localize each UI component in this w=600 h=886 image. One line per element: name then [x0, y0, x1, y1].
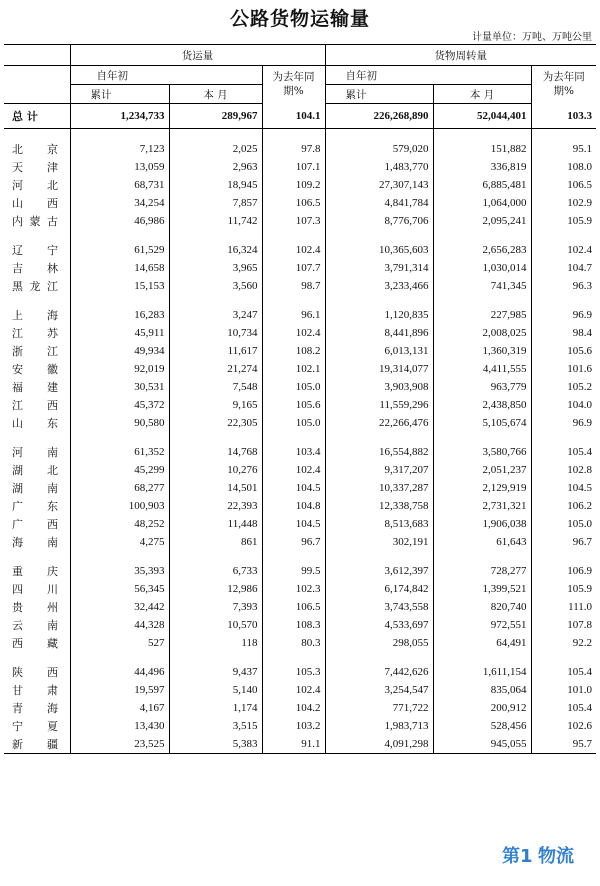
- freight-table: [4, 44, 596, 754]
- cell-turnover-month: 1,399,521: [433, 580, 531, 598]
- cell-freight-yoy: 102.1: [262, 360, 325, 378]
- cell-turnover-cumulative: 4,533,697: [325, 616, 433, 634]
- cell-freight-yoy: 97.8: [262, 140, 325, 158]
- table-row: [4, 681, 596, 699]
- table-row: [4, 158, 596, 176]
- cell-turnover-yoy: 102.8: [531, 461, 596, 479]
- header-turnover-cumulative: 累计: [325, 85, 433, 104]
- cell-freight-yoy: 96.1: [262, 306, 325, 324]
- cell-turnover-yoy: 111.0: [531, 598, 596, 616]
- cell-freight-cumulative: 4,275: [70, 533, 169, 551]
- cell-turnover-yoy: 96.7: [531, 533, 596, 551]
- cell-freight-yoy: 102.4: [262, 681, 325, 699]
- page-title: 公路货物运输量: [229, 8, 370, 30]
- cell-turnover-month: 4,411,555: [433, 360, 531, 378]
- cell-turnover-month: 6,885,481: [433, 176, 531, 194]
- cell-turnover-cumulative: 579,020: [325, 140, 433, 158]
- cell-freight-cumulative: 44,328: [70, 616, 169, 634]
- table-row: [4, 533, 596, 551]
- cell-turnover-cumulative: 8,513,683: [325, 515, 433, 533]
- cell-turnover-yoy: 96.9: [531, 414, 596, 432]
- table-row: [4, 461, 596, 479]
- cell-turnover-cumulative: 771,722: [325, 699, 433, 717]
- cell-freight-yoy: 105.3: [262, 663, 325, 681]
- cell-turnover-yoy: 106.5: [531, 176, 596, 194]
- group-spacer: [4, 295, 596, 306]
- cell-turnover-month: 2,129,919: [433, 479, 531, 497]
- cell-freight-month: 10,734: [169, 324, 262, 342]
- cell-turnover-cumulative: 3,903,908: [325, 378, 433, 396]
- cell-freight-month: 3,965: [169, 259, 262, 277]
- header-freight-ytd: 自年初: [70, 66, 262, 85]
- table-row: [4, 414, 596, 432]
- cell-freight-month: 12,986: [169, 580, 262, 598]
- cell-freight-cumulative: 44,496: [70, 663, 169, 681]
- total-turnover-cumulative: 226,268,890: [325, 104, 433, 129]
- cell-turnover-cumulative: 302,191: [325, 533, 433, 551]
- table-row: [4, 562, 596, 580]
- cell-freight-yoy: 107.7: [262, 259, 325, 277]
- cell-turnover-month: 835,064: [433, 681, 531, 699]
- cell-freight-cumulative: 34,254: [70, 194, 169, 212]
- cell-turnover-month: 741,345: [433, 277, 531, 295]
- region-name: 河南: [12, 446, 58, 459]
- cell-freight-month: 7,393: [169, 598, 262, 616]
- total-freight-cumulative: 1,234,733: [70, 104, 169, 129]
- cell-turnover-cumulative: 27,307,143: [325, 176, 433, 194]
- header-turnover-yoy: 为去年同 期%: [531, 66, 596, 104]
- cell-freight-month: 2,025: [169, 140, 262, 158]
- cell-turnover-month: 2,438,850: [433, 396, 531, 414]
- cell-freight-cumulative: 23,525: [70, 735, 169, 754]
- cell-freight-yoy: 105.0: [262, 378, 325, 396]
- cell-freight-cumulative: 19,597: [70, 681, 169, 699]
- cell-turnover-yoy: 106.2: [531, 497, 596, 515]
- region-name: 天津: [12, 161, 58, 174]
- table-row: [4, 306, 596, 324]
- cell-freight-month: 861: [169, 533, 262, 551]
- cell-freight-cumulative: 527: [70, 634, 169, 652]
- table-row: [4, 324, 596, 342]
- region-name: 湖北: [12, 464, 58, 477]
- cell-freight-month: 18,945: [169, 176, 262, 194]
- table-row: [4, 212, 596, 230]
- cell-turnover-cumulative: 6,013,131: [325, 342, 433, 360]
- table-row: [4, 396, 596, 414]
- table-header: [4, 45, 596, 104]
- region-name: 江西: [12, 399, 58, 412]
- cell-turnover-cumulative: 3,233,466: [325, 277, 433, 295]
- region-name: 云南: [12, 619, 58, 632]
- cell-turnover-cumulative: 19,314,077: [325, 360, 433, 378]
- cell-freight-yoy: 108.3: [262, 616, 325, 634]
- cell-freight-yoy: 103.4: [262, 443, 325, 461]
- cell-freight-month: 118: [169, 634, 262, 652]
- cell-freight-cumulative: 61,352: [70, 443, 169, 461]
- cell-turnover-yoy: 96.9: [531, 306, 596, 324]
- table-row: [4, 342, 596, 360]
- table-row: [4, 176, 596, 194]
- cell-turnover-yoy: 108.0: [531, 158, 596, 176]
- cell-turnover-yoy: 101.6: [531, 360, 596, 378]
- region-name: 内蒙古: [12, 215, 58, 228]
- cell-turnover-yoy: 102.6: [531, 717, 596, 735]
- cell-freight-month: 5,140: [169, 681, 262, 699]
- cell-freight-cumulative: 68,731: [70, 176, 169, 194]
- cell-turnover-month: 728,277: [433, 562, 531, 580]
- cell-turnover-yoy: 106.9: [531, 562, 596, 580]
- cell-turnover-yoy: 101.0: [531, 681, 596, 699]
- region-name: 宁夏: [12, 720, 58, 733]
- cell-turnover-cumulative: 4,841,784: [325, 194, 433, 212]
- region-name: 贵州: [12, 601, 58, 614]
- group-spacer: [4, 432, 596, 443]
- cell-freight-cumulative: 90,580: [70, 414, 169, 432]
- cell-turnover-month: 2,656,283: [433, 241, 531, 259]
- table-row: [4, 277, 596, 295]
- cell-turnover-month: 5,105,674: [433, 414, 531, 432]
- table-row: [4, 497, 596, 515]
- cell-turnover-yoy: 105.9: [531, 212, 596, 230]
- cell-freight-yoy: 96.7: [262, 533, 325, 551]
- cell-freight-cumulative: 61,529: [70, 241, 169, 259]
- cell-turnover-cumulative: 7,442,626: [325, 663, 433, 681]
- cell-turnover-yoy: 92.2: [531, 634, 596, 652]
- cell-freight-cumulative: 14,658: [70, 259, 169, 277]
- table-row: [4, 360, 596, 378]
- cell-turnover-cumulative: 10,337,287: [325, 479, 433, 497]
- table-row: [4, 515, 596, 533]
- total-label: 总 计: [4, 104, 70, 129]
- cell-freight-yoy: 102.4: [262, 324, 325, 342]
- table-row: [4, 616, 596, 634]
- region-name: 福建: [12, 381, 58, 394]
- header-turnover: 货物周转量: [325, 45, 596, 66]
- cell-turnover-month: 963,779: [433, 378, 531, 396]
- table-row: [4, 634, 596, 652]
- region-name: 浙江: [12, 345, 58, 358]
- cell-freight-yoy: 104.5: [262, 479, 325, 497]
- cell-freight-yoy: 107.3: [262, 212, 325, 230]
- header-turnover-month: 本 月: [433, 85, 531, 104]
- cell-freight-cumulative: 48,252: [70, 515, 169, 533]
- cell-freight-cumulative: 7,123: [70, 140, 169, 158]
- cell-turnover-month: 151,882: [433, 140, 531, 158]
- region-name: 山西: [12, 197, 58, 210]
- cell-turnover-month: 227,985: [433, 306, 531, 324]
- cell-freight-yoy: 108.2: [262, 342, 325, 360]
- region-name: 广东: [12, 500, 58, 513]
- cell-freight-month: 3,560: [169, 277, 262, 295]
- table-row: [4, 598, 596, 616]
- watermark-logo: [500, 838, 590, 872]
- cell-freight-yoy: 106.5: [262, 598, 325, 616]
- cell-freight-cumulative: 13,059: [70, 158, 169, 176]
- cell-freight-month: 3,515: [169, 717, 262, 735]
- table-row: [4, 479, 596, 497]
- cell-turnover-cumulative: 3,791,314: [325, 259, 433, 277]
- cell-turnover-cumulative: 22,266,476: [325, 414, 433, 432]
- region-name: 广西: [12, 518, 58, 531]
- cell-freight-month: 10,570: [169, 616, 262, 634]
- cell-freight-month: 7,857: [169, 194, 262, 212]
- region-name: 重庆: [12, 565, 58, 578]
- group-spacer: [4, 230, 596, 241]
- cell-freight-cumulative: 32,442: [70, 598, 169, 616]
- cell-freight-month: 7,548: [169, 378, 262, 396]
- cell-freight-cumulative: 45,911: [70, 324, 169, 342]
- cell-freight-cumulative: 30,531: [70, 378, 169, 396]
- cell-freight-month: 1,174: [169, 699, 262, 717]
- cell-turnover-month: 1,360,319: [433, 342, 531, 360]
- header-freight-yoy: 为去年同 期%: [262, 66, 325, 104]
- cell-freight-yoy: 99.5: [262, 562, 325, 580]
- cell-turnover-month: 64,491: [433, 634, 531, 652]
- cell-freight-yoy: 102.4: [262, 461, 325, 479]
- cell-freight-cumulative: 100,903: [70, 497, 169, 515]
- cell-turnover-month: 1,906,038: [433, 515, 531, 533]
- group-spacer: [4, 129, 596, 141]
- cell-freight-month: 2,963: [169, 158, 262, 176]
- cell-freight-cumulative: 68,277: [70, 479, 169, 497]
- cell-turnover-yoy: 104.0: [531, 396, 596, 414]
- cell-freight-yoy: 102.4: [262, 241, 325, 259]
- region-name: 湖南: [12, 482, 58, 495]
- cell-turnover-yoy: 104.7: [531, 259, 596, 277]
- table-row: [4, 717, 596, 735]
- table-row: [4, 663, 596, 681]
- cell-freight-month: 9,165: [169, 396, 262, 414]
- table-row: [4, 378, 596, 396]
- cell-freight-yoy: 105.0: [262, 414, 325, 432]
- cell-freight-month: 16,324: [169, 241, 262, 259]
- total-row: [4, 104, 596, 129]
- watermark-text-a: 第1: [502, 846, 533, 867]
- cell-freight-month: 14,501: [169, 479, 262, 497]
- table-row: [4, 241, 596, 259]
- region-name: 甘肃: [12, 684, 58, 697]
- cell-turnover-yoy: 96.3: [531, 277, 596, 295]
- header-turnover-ytd: 自年初: [325, 66, 531, 85]
- region-name: 山东: [12, 417, 58, 430]
- cell-freight-month: 6,733: [169, 562, 262, 580]
- cell-freight-cumulative: 15,153: [70, 277, 169, 295]
- cell-turnover-month: 2,095,241: [433, 212, 531, 230]
- cell-turnover-month: 3,580,766: [433, 443, 531, 461]
- group-spacer: [4, 652, 596, 663]
- cell-freight-month: 9,437: [169, 663, 262, 681]
- cell-freight-cumulative: 16,283: [70, 306, 169, 324]
- cell-freight-yoy: 80.3: [262, 634, 325, 652]
- region-name: 青海: [12, 702, 58, 715]
- cell-turnover-month: 336,819: [433, 158, 531, 176]
- table-row: [4, 735, 596, 754]
- region-name: 四川: [12, 583, 58, 596]
- table-row: [4, 194, 596, 212]
- region-name: 吉林: [12, 262, 58, 275]
- table-row: [4, 699, 596, 717]
- cell-turnover-yoy: 107.8: [531, 616, 596, 634]
- region-name: 黑龙江: [12, 280, 58, 293]
- cell-turnover-yoy: 105.9: [531, 580, 596, 598]
- cell-freight-yoy: 98.7: [262, 277, 325, 295]
- region-name: 江苏: [12, 327, 58, 340]
- cell-freight-month: 21,274: [169, 360, 262, 378]
- cell-turnover-cumulative: 16,554,882: [325, 443, 433, 461]
- cell-turnover-month: 61,643: [433, 533, 531, 551]
- cell-turnover-yoy: 105.2: [531, 378, 596, 396]
- region-name: 西藏: [12, 637, 58, 650]
- total-freight-month: 289,967: [169, 104, 262, 129]
- header-freight-month: 本 月: [169, 85, 262, 104]
- cell-turnover-month: 528,456: [433, 717, 531, 735]
- cell-freight-yoy: 106.5: [262, 194, 325, 212]
- cell-freight-cumulative: 56,345: [70, 580, 169, 598]
- group-spacer: [4, 551, 596, 562]
- header-region-cell: [4, 45, 70, 66]
- cell-turnover-yoy: 95.7: [531, 735, 596, 754]
- cell-turnover-cumulative: 1,983,713: [325, 717, 433, 735]
- unit-note: 计量单位：万吨、万吨公里: [472, 32, 592, 43]
- cell-freight-month: 11,742: [169, 212, 262, 230]
- cell-turnover-month: 2,051,237: [433, 461, 531, 479]
- cell-freight-month: 22,393: [169, 497, 262, 515]
- region-name: 北京: [12, 143, 58, 156]
- region-name: 海南: [12, 536, 58, 549]
- cell-freight-yoy: 107.1: [262, 158, 325, 176]
- cell-turnover-yoy: 102.4: [531, 241, 596, 259]
- region-name: 河北: [12, 179, 58, 192]
- cell-turnover-cumulative: 1,120,835: [325, 306, 433, 324]
- cell-turnover-cumulative: 3,254,547: [325, 681, 433, 699]
- cell-freight-yoy: 91.1: [262, 735, 325, 754]
- cell-freight-cumulative: 45,299: [70, 461, 169, 479]
- region-name: 安徽: [12, 363, 58, 376]
- cell-freight-yoy: 109.2: [262, 176, 325, 194]
- cell-turnover-cumulative: 11,559,296: [325, 396, 433, 414]
- region-name: 新疆: [4, 735, 70, 754]
- table-row: [4, 140, 596, 158]
- cell-turnover-yoy: 104.5: [531, 479, 596, 497]
- cell-turnover-yoy: 102.9: [531, 194, 596, 212]
- cell-freight-yoy: 104.2: [262, 699, 325, 717]
- cell-turnover-yoy: 105.0: [531, 515, 596, 533]
- cell-freight-cumulative: 46,986: [70, 212, 169, 230]
- cell-freight-month: 5,383: [169, 735, 262, 754]
- cell-freight-yoy: 105.6: [262, 396, 325, 414]
- table-row: [4, 259, 596, 277]
- total-turnover-yoy: 103.3: [531, 104, 596, 129]
- cell-freight-yoy: 104.8: [262, 497, 325, 515]
- cell-turnover-month: 820,740: [433, 598, 531, 616]
- cell-turnover-cumulative: 1,483,770: [325, 158, 433, 176]
- cell-turnover-month: 1,030,014: [433, 259, 531, 277]
- cell-turnover-cumulative: 4,091,298: [325, 735, 433, 754]
- cell-turnover-yoy: 98.4: [531, 324, 596, 342]
- cell-turnover-cumulative: 8,441,896: [325, 324, 433, 342]
- cell-freight-month: 3,247: [169, 306, 262, 324]
- total-freight-yoy: 104.1: [262, 104, 325, 129]
- cell-turnover-cumulative: 298,055: [325, 634, 433, 652]
- cell-turnover-cumulative: 12,338,758: [325, 497, 433, 515]
- cell-freight-month: 10,276: [169, 461, 262, 479]
- cell-freight-yoy: 102.3: [262, 580, 325, 598]
- cell-freight-cumulative: 35,393: [70, 562, 169, 580]
- region-name: 上海: [12, 309, 58, 322]
- cell-turnover-month: 972,551: [433, 616, 531, 634]
- cell-turnover-yoy: 105.4: [531, 699, 596, 717]
- table-row: [4, 580, 596, 598]
- region-name: 陕西: [12, 666, 58, 679]
- cell-freight-cumulative: 45,372: [70, 396, 169, 414]
- cell-turnover-cumulative: 6,174,842: [325, 580, 433, 598]
- watermark-text-b: 物流: [538, 846, 574, 867]
- cell-turnover-month: 2,008,025: [433, 324, 531, 342]
- cell-turnover-yoy: 95.1: [531, 140, 596, 158]
- cell-turnover-month: 945,055: [433, 735, 531, 754]
- header-freight: 货运量: [70, 45, 325, 66]
- cell-turnover-cumulative: 3,612,397: [325, 562, 433, 580]
- total-turnover-month: 52,044,401: [433, 104, 531, 129]
- table-body: [4, 104, 596, 754]
- cell-freight-month: 11,617: [169, 342, 262, 360]
- cell-turnover-month: 1,611,154: [433, 663, 531, 681]
- cell-turnover-month: 200,912: [433, 699, 531, 717]
- cell-turnover-yoy: 105.4: [531, 663, 596, 681]
- cell-freight-cumulative: 4,167: [70, 699, 169, 717]
- cell-turnover-cumulative: 8,776,706: [325, 212, 433, 230]
- table-row: [4, 443, 596, 461]
- cell-turnover-yoy: 105.6: [531, 342, 596, 360]
- cell-freight-yoy: 103.2: [262, 717, 325, 735]
- cell-turnover-month: 2,731,321: [433, 497, 531, 515]
- cell-turnover-yoy: 105.4: [531, 443, 596, 461]
- cell-freight-cumulative: 92,019: [70, 360, 169, 378]
- cell-freight-month: 14,768: [169, 443, 262, 461]
- cell-freight-cumulative: 13,430: [70, 717, 169, 735]
- cell-turnover-month: 1,064,000: [433, 194, 531, 212]
- cell-freight-month: 22,305: [169, 414, 262, 432]
- header-freight-cumulative: 累计: [70, 85, 169, 104]
- cell-freight-month: 11,448: [169, 515, 262, 533]
- region-name: 辽宁: [12, 244, 58, 257]
- cell-turnover-cumulative: 9,317,207: [325, 461, 433, 479]
- cell-freight-cumulative: 49,934: [70, 342, 169, 360]
- cell-turnover-cumulative: 3,743,558: [325, 598, 433, 616]
- cell-freight-yoy: 104.5: [262, 515, 325, 533]
- cell-turnover-cumulative: 10,365,603: [325, 241, 433, 259]
